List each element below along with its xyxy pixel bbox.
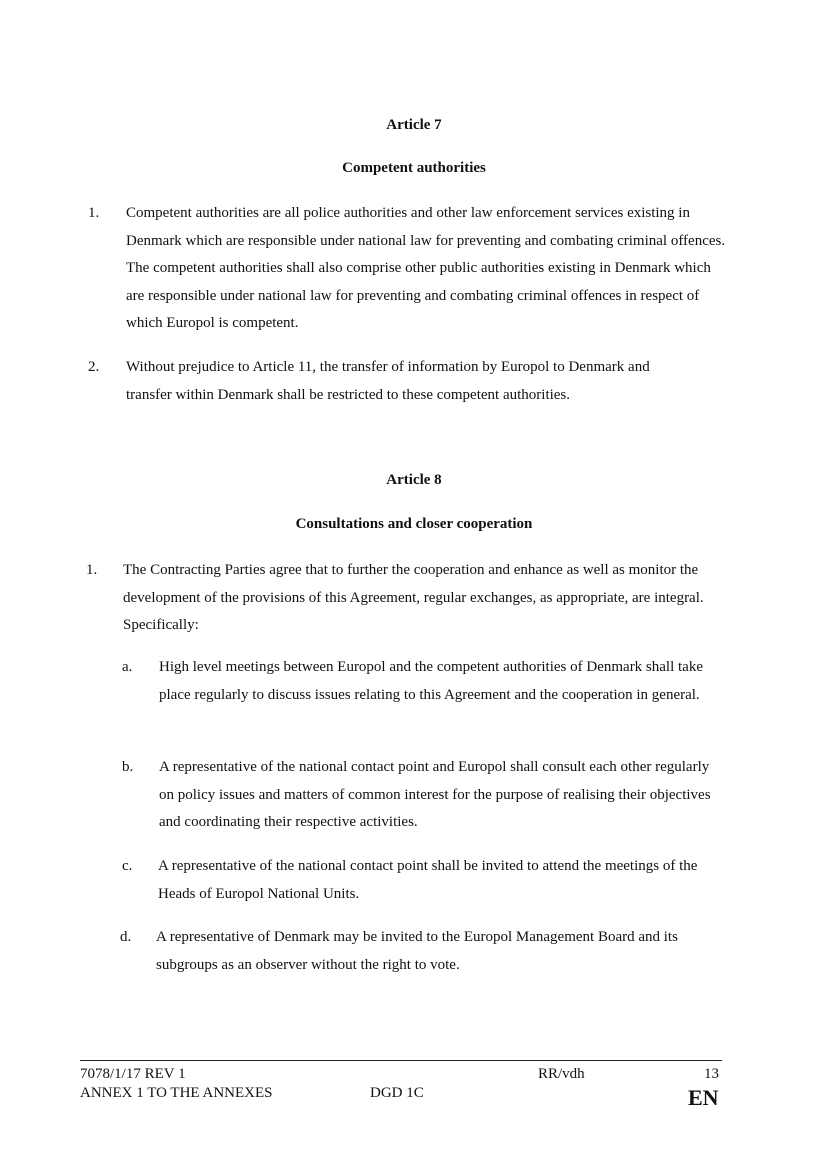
article-7-heading: Article 7 xyxy=(386,117,442,133)
footer-language-code: EN xyxy=(688,1085,719,1110)
article-8-item-c-label: c. xyxy=(122,858,133,874)
article-8-item-a-text: High level meetings between Europol and the competent authorities of Denmark shall take place regularly to discuss issues relating to this Agreement and the cooperation in general. xyxy=(159,659,703,703)
article-8-item-d-text: A representative of Denmark may be invited to the Europol Management Board and its subgroups as an observer without the right to vote. xyxy=(156,929,678,973)
article-8-para-1-number: 1. xyxy=(86,562,98,578)
article-7-para-1-number: 1. xyxy=(88,205,100,221)
article-8-item-d-label: d. xyxy=(120,929,132,945)
footer-doc-ref: 7078/1/17 REV 1 xyxy=(80,1066,186,1082)
article-8-item-b-label: b. xyxy=(122,759,134,775)
article-8-para-1-text: The Contracting Parties agree that to further the cooperation and enhance as well as monitor the development of the provisions of this Agreement, regular exchanges, as appropriate, are integral. Specifically: xyxy=(123,562,704,633)
footer-department: DGD 1C xyxy=(370,1085,424,1101)
article-8-item-b-text: A representative of the national contact point and Europol shall consult each other regularly on policy issues and matters of common interest for the purpose of realising their objectives and coordinating their respective activities. xyxy=(159,759,711,830)
footer-annex: ANNEX 1 TO THE ANNEXES xyxy=(80,1085,273,1101)
article-7-para-2-number: 2. xyxy=(88,359,100,375)
article-8-title: Consultations and closer cooperation xyxy=(295,516,533,532)
footer-rule xyxy=(80,1060,722,1061)
article-7-para-2-text: Without prejudice to Article 11, the transfer of information by Europol to Denmark and transfer within Denmark shall be restricted to these competent authorities. xyxy=(126,359,650,403)
article-7-para-1-text: Competent authorities are all police authorities and other law enforcement services existing in Denmark which are responsible under national law for preventing and combating criminal offences. The competent authorities shall also comprise other public authorities existing in Denmark which are responsible under national law for preventing and combating criminal offences in respect of which Europol is competent. xyxy=(126,205,726,331)
article-8-item-c-text: A representative of the national contact point shall be invited to attend the meetings of the Heads of Europol National Units. xyxy=(158,858,698,902)
footer-page-number: 13 xyxy=(704,1066,719,1082)
article-8-heading: Article 8 xyxy=(386,472,442,488)
footer-initials: RR/vdh xyxy=(538,1066,585,1082)
article-7-title: Competent authorities xyxy=(342,160,486,176)
article-8-item-a-label: a. xyxy=(122,659,133,675)
